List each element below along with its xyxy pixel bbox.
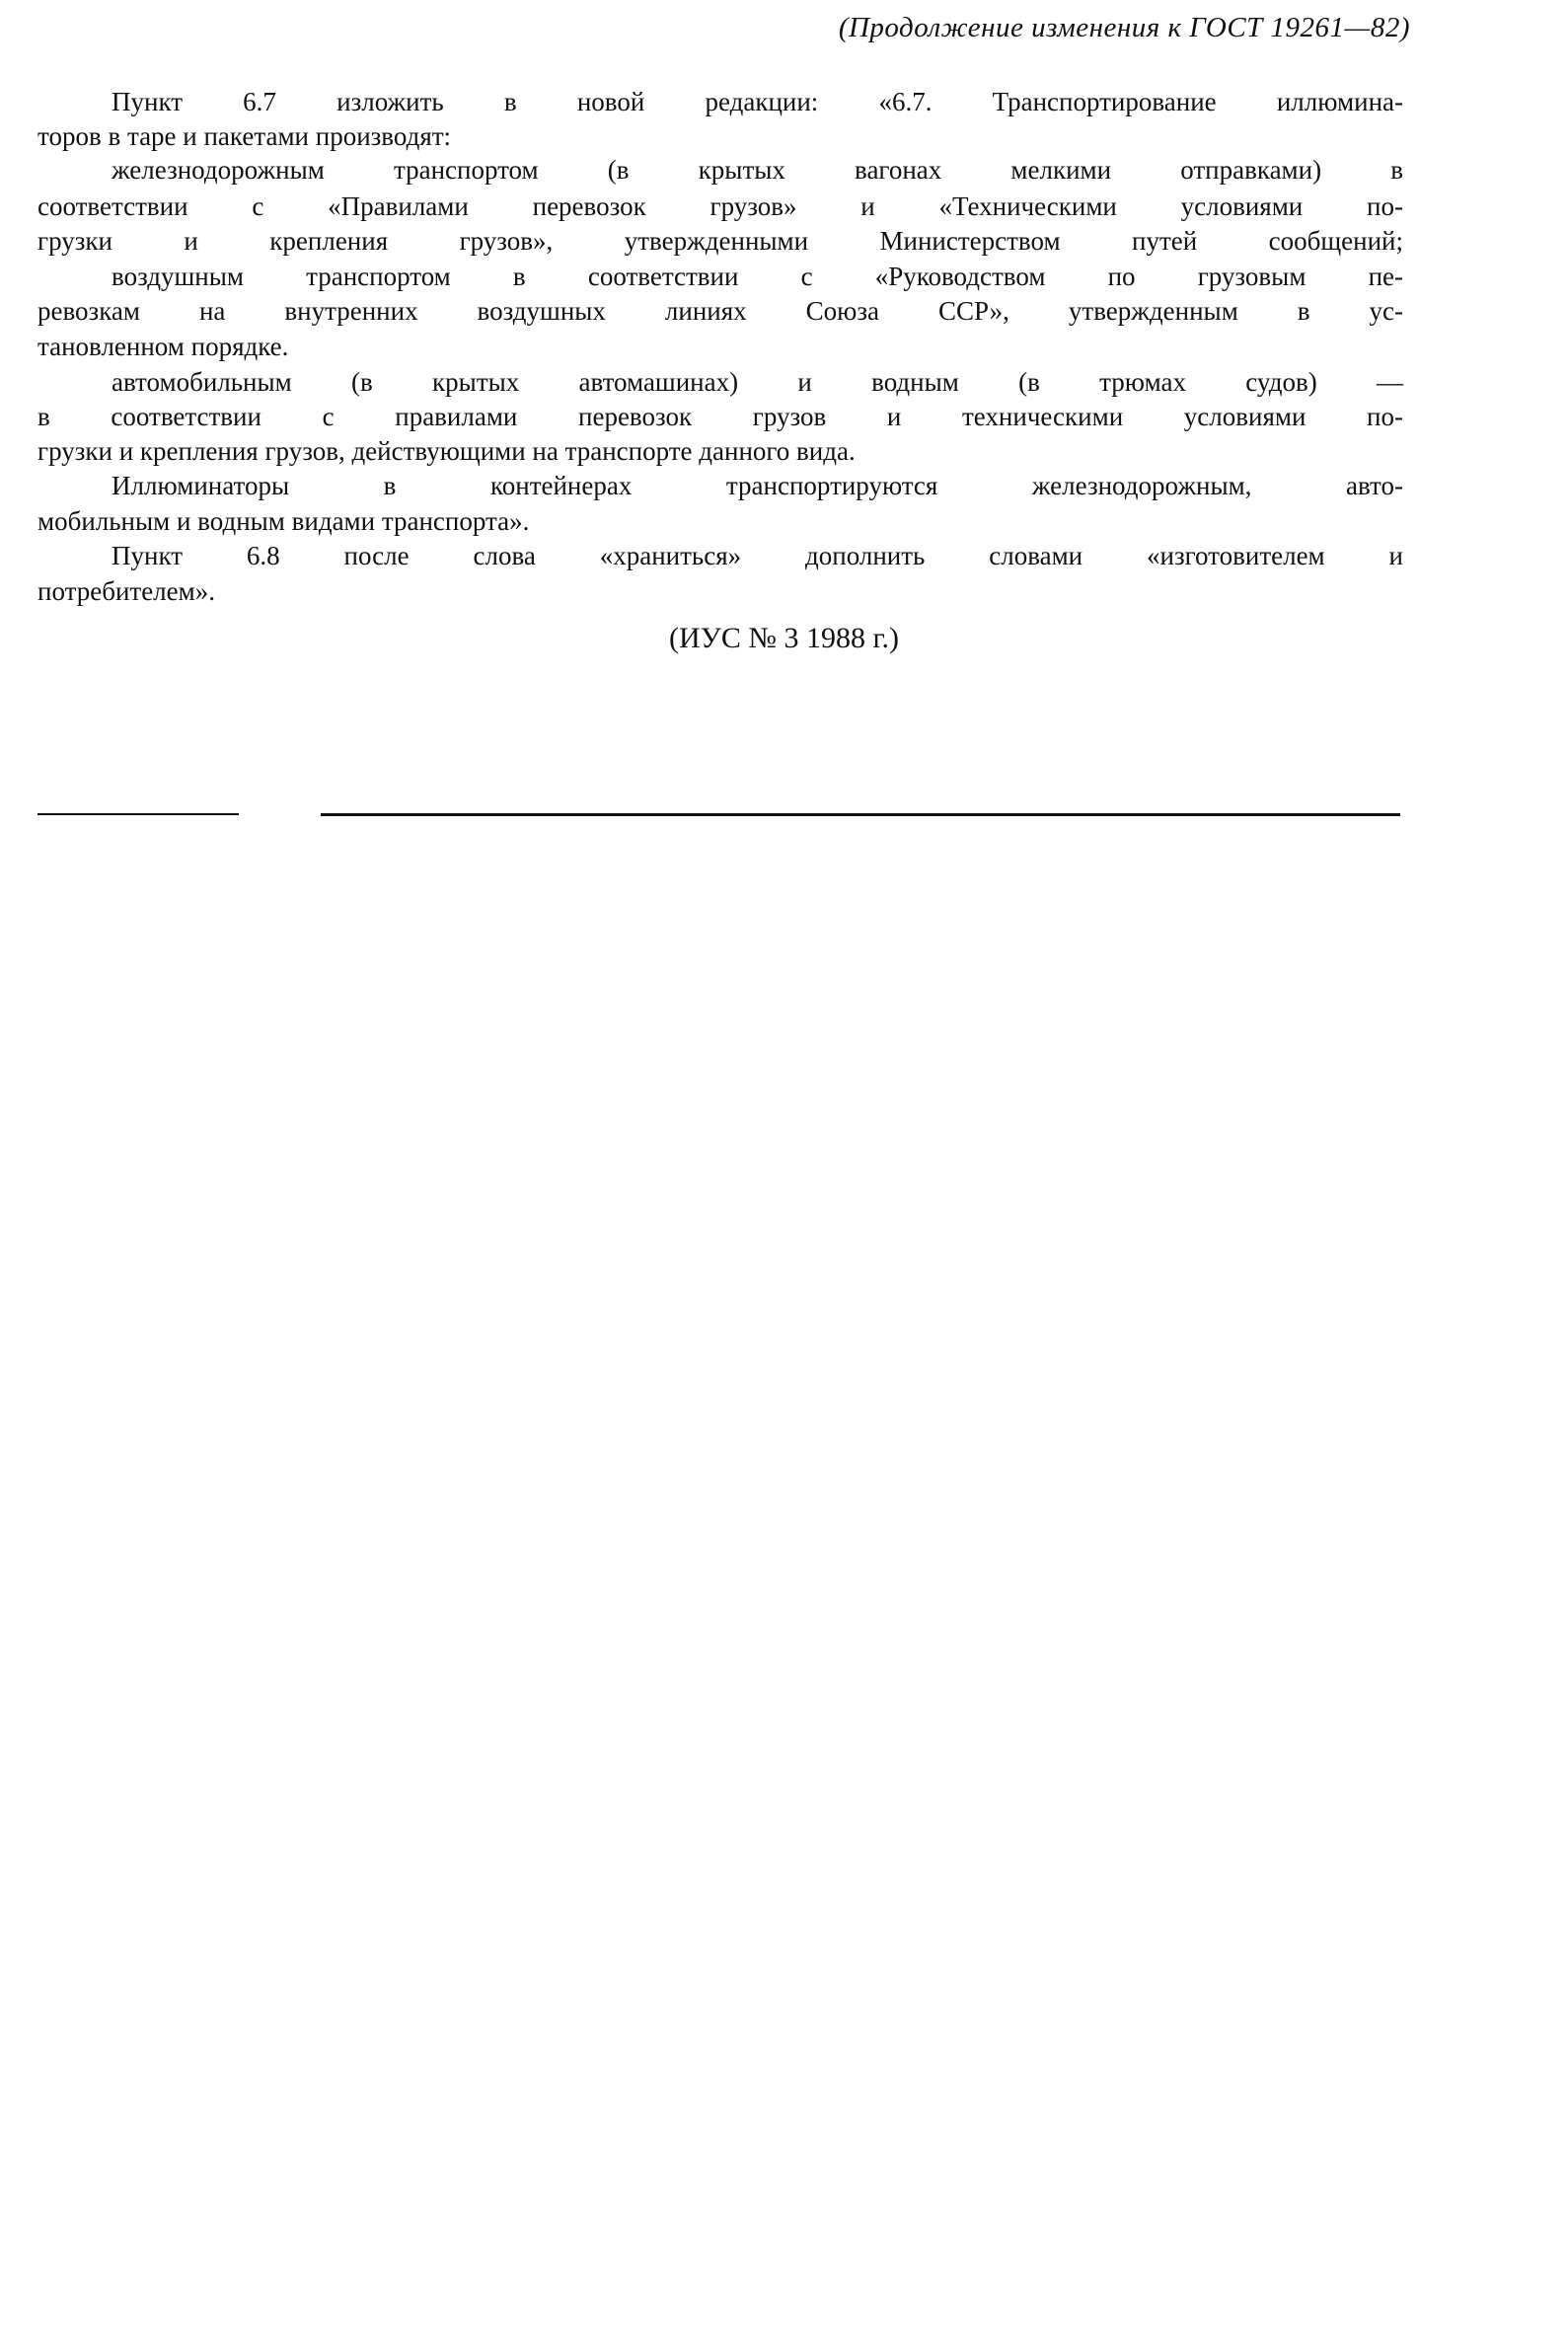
text-line: Иллюминаторы в контейнерах транспортируются железнодорожным, авто- [112, 471, 1403, 500]
source-reference: (ИУС № 3 1988 г.) [669, 622, 899, 654]
text-line: потребителем». [37, 576, 215, 606]
text-line: торов в таре и пакетами производят: [37, 121, 452, 151]
text-line: Пункт 6.7 изложить в новой редакции: «6.7. Транспортирование иллюмина- [112, 87, 1403, 116]
text-line: грузки и крепления грузов, действующими на транспорте данного вида. [37, 436, 856, 466]
text-line: ревозкам на внутренних воздушных линиях Союза ССР», утвержденным в ус- [37, 296, 1403, 326]
text-line: автомобильным (в крытых автомашинах) и водным (в трюмах судов) — [112, 367, 1403, 397]
divider-short [37, 813, 239, 815]
text-line: в соответствии с правилами перевозок грузов и техническими условиями по- [37, 402, 1403, 431]
text-line: воздушным транспортом в соответствии с «Руководством по грузовым пе- [112, 262, 1403, 291]
divider-long [321, 813, 1400, 816]
text-line: грузки и крепления грузов», утвержденными Министерством путей сообщений; [37, 226, 1403, 256]
text-line: мобильным и водным видами транспорта». [37, 506, 530, 536]
page-header: (Продолжение изменения к ГОСТ 19261—82) [838, 12, 1410, 43]
text-line: железнодорожным транспортом (в крытых вагонах мелкими отправками) в [112, 155, 1403, 185]
text-line: соответствии с «Правилами перевозок грузов» и «Техническими условиями по- [37, 191, 1403, 221]
text-line: Пункт 6.8 после слова «храниться» дополнить словами «изготовителем и [112, 541, 1403, 570]
text-line: тановленном порядке. [37, 332, 289, 361]
